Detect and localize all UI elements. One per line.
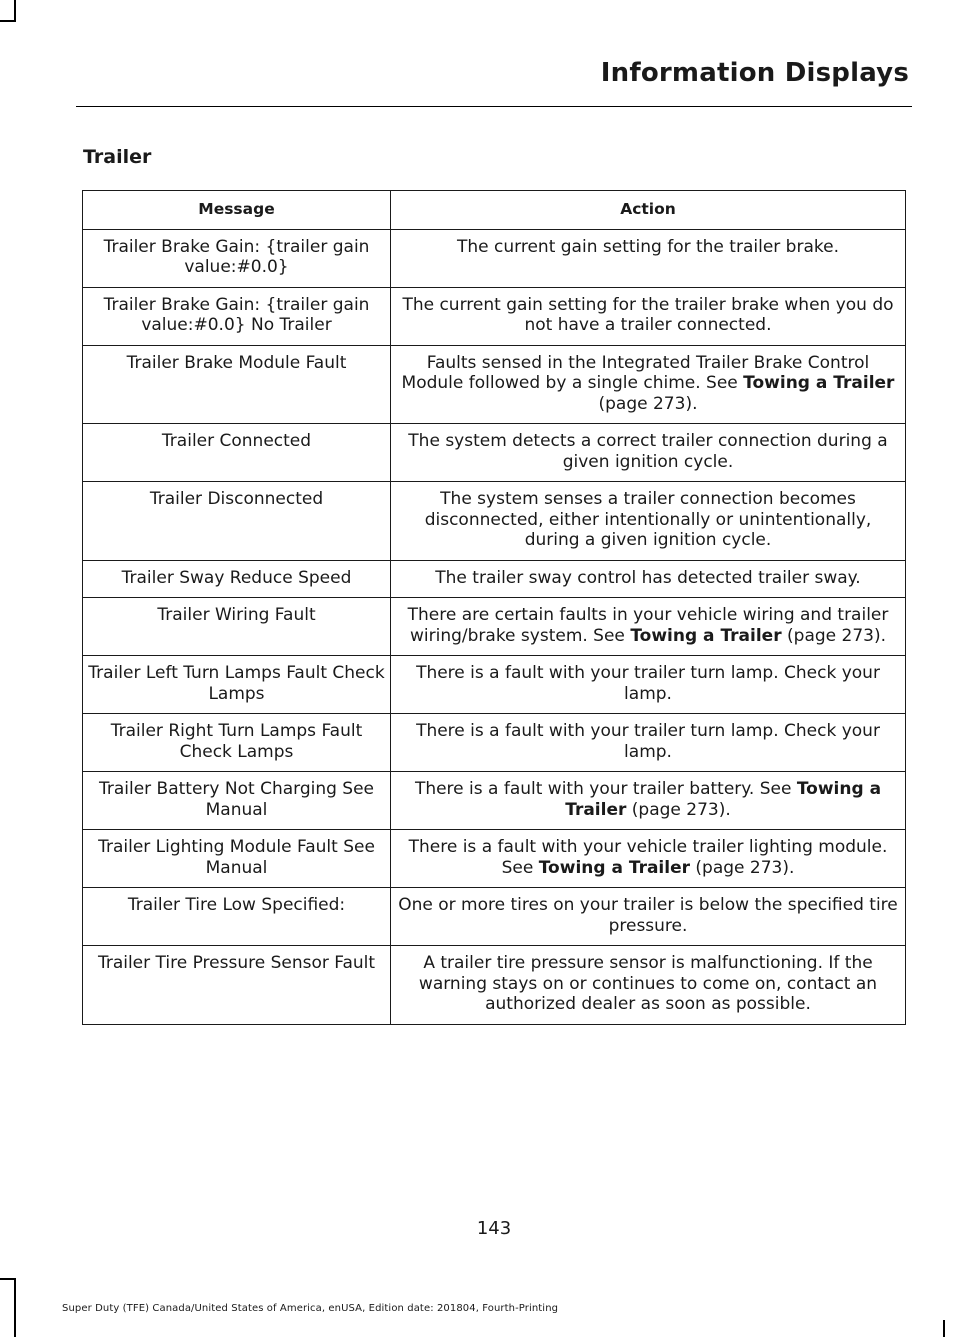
- table-row: [83, 229, 906, 287]
- crop-mark-bottom-left: [0, 1278, 16, 1280]
- table-row: [83, 345, 906, 424]
- table-row: [83, 888, 906, 946]
- table-row: [83, 560, 906, 598]
- table-row: [83, 656, 906, 714]
- page-reference: (page 273).: [695, 857, 795, 878]
- crop-mark-bottom-left: [14, 1278, 16, 1337]
- column-header-message: Message: [83, 191, 391, 230]
- header-divider: [76, 106, 912, 107]
- message-cell: Trailer Brake Gain: {trailer gain value:#0.0} No Trailer: [83, 287, 391, 345]
- message-cell: Trailer Wiring Fault: [83, 598, 391, 656]
- messages-table: [82, 190, 906, 1025]
- action-text: There are certain faults in your vehicle wiring and trailer wiring/brake system. See: [407, 605, 889, 646]
- action-cell: [391, 772, 906, 830]
- action-cell: [391, 598, 906, 656]
- crop-mark-top-left: [0, 20, 16, 22]
- page-reference: (page 273).: [631, 799, 731, 820]
- action-cell: The current gain setting for the trailer brake when you do not have a trailer connected.: [391, 287, 906, 345]
- action-cell: The system senses a trailer connection becomes disconnected, either intentionally or unintentionally, during a given ignition cycle.: [391, 482, 906, 561]
- page-number: 143: [476, 1218, 512, 1239]
- cross-reference-link[interactable]: Towing a Trailer: [630, 625, 782, 646]
- cross-reference-link[interactable]: Towing a Trailer: [565, 779, 882, 820]
- message-cell: Trailer Sway Reduce Speed: [83, 560, 391, 598]
- section-title: Trailer: [83, 146, 152, 168]
- page-header-title: Information Displays: [600, 58, 909, 88]
- message-cell: Trailer Left Turn Lamps Fault Check Lamps: [83, 656, 391, 714]
- message-cell: Trailer Tire Low Specified:: [83, 888, 391, 946]
- action-text: Faults sensed in the Integrated Trailer Brake Control Module followed by a single chime. See: [401, 352, 870, 393]
- action-text: There is a fault with your vehicle trailer lighting module. See: [408, 837, 888, 878]
- page-reference: (page 273).: [787, 625, 886, 646]
- message-cell: Trailer Lighting Module Fault See Manual: [83, 830, 391, 888]
- message-cell: Trailer Tire Pressure Sensor Fault: [83, 946, 391, 1025]
- message-cell: Trailer Connected: [83, 424, 391, 482]
- action-cell: [391, 830, 906, 888]
- action-cell: The system detects a correct trailer connection during a given ignition cycle.: [391, 424, 906, 482]
- action-cell: A trailer tire pressure sensor is malfunctioning. If the warning stays on or continues to come on, contact an authorized dealer as soon as possible.: [391, 946, 906, 1025]
- table-row: [83, 287, 906, 345]
- action-cell: The current gain setting for the trailer brake.: [391, 229, 906, 287]
- table-row: [83, 830, 906, 888]
- page-reference: (page 273).: [598, 393, 698, 414]
- cross-reference-link[interactable]: Towing a Trailer: [538, 857, 691, 878]
- message-cell: Trailer Right Turn Lamps Fault Check Lamps: [83, 714, 391, 772]
- table-row: [83, 714, 906, 772]
- cross-reference-link[interactable]: Towing a Trailer: [743, 373, 895, 393]
- action-cell: The trailer sway control has detected trailer sway.: [391, 560, 906, 598]
- crop-mark-top-left: [14, 0, 16, 22]
- table-header-row: [83, 191, 906, 230]
- message-cell: Trailer Brake Gain: {trailer gain value:#0.0}: [83, 229, 391, 287]
- column-header-action: Action: [391, 191, 906, 230]
- message-cell: Trailer Brake Module Fault: [83, 345, 391, 424]
- action-cell: There is a fault with your trailer turn lamp. Check your lamp.: [391, 714, 906, 772]
- table-row: [83, 424, 906, 482]
- action-cell: There is a fault with your trailer turn lamp. Check your lamp.: [391, 656, 906, 714]
- table-row: [83, 946, 906, 1025]
- action-cell: One or more tires on your trailer is below the specified tire pressure.: [391, 888, 906, 946]
- table-row: [83, 598, 906, 656]
- action-cell: [391, 345, 906, 424]
- table-row: [83, 772, 906, 830]
- crop-mark-bottom-right: [943, 1320, 945, 1337]
- edition-footer: Super Duty (TFE) Canada/United States of America, enUSA, Edition date: 201804, Fourth-Printing: [62, 1303, 559, 1314]
- message-cell: Trailer Disconnected: [83, 482, 391, 561]
- table-row: [83, 482, 906, 561]
- message-cell: Trailer Battery Not Charging See Manual: [83, 772, 391, 830]
- action-text: There is a fault with your trailer battery. See: [414, 779, 792, 799]
